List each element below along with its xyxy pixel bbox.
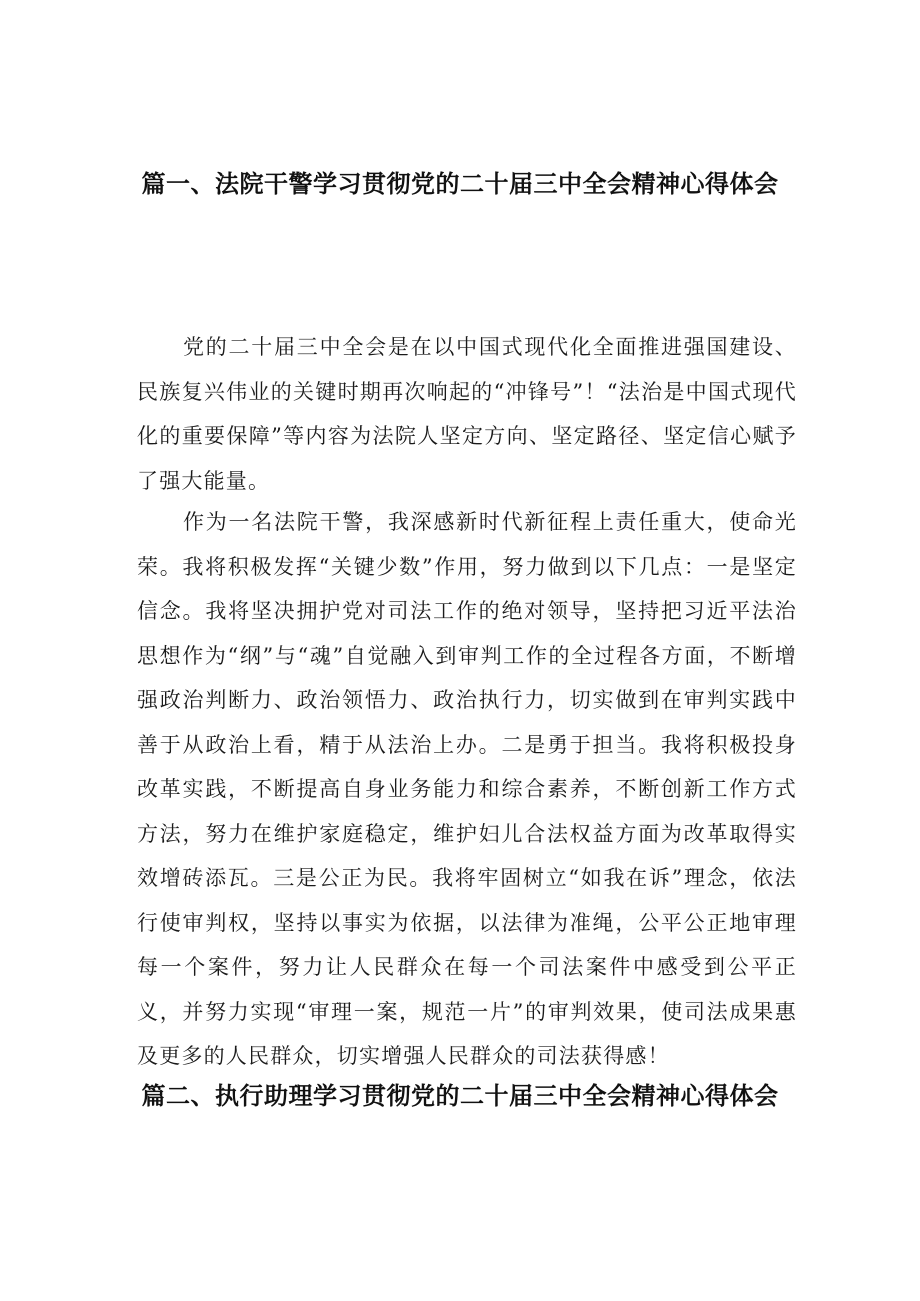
section-2-title: 篇二、执行助理学习贯彻党的二十届三中全会精神心得体会 bbox=[141, 1082, 779, 1110]
section-1-title: 篇一、法院干警学习贯彻党的二十届三中全会精神心得体会 bbox=[141, 170, 779, 198]
section-1-paragraph-1: 党的二十届三中全会是在以中国式现代化全面推进强国建设、民族复兴伟业的关键时期再次响起的“冲锋号”！“法治是中国式现代化的重要保障”等内容为法院人坚定方向、坚定路径、坚定信心赋予了强大能量。 bbox=[137, 335, 797, 493]
section-1-paragraph-2: 作为一名法院干警，我深感新时代新征程上责任重大，使命光荣。我将积极发挥“关键少数”作用，努力做到以下几点：一是坚定信念。我将坚决拥护党对司法工作的绝对领导，坚持把习近平法治思想作为“纲”与“魂”自觉融入到审判工作的全过程各方面，不断增强政治判断力、政治领悟力、政治执行力，切实做到在审判实践中善于从政治上看，精于从法治上办。二是勇于担当。我将积极投身改革实践，不断提高自身业务能力和综合素养，不断创新工作方式方法，努力在维护家庭稳定，维护妇儿合法权益方面为改革取得实效增砖添瓦。三是公正为民。我将牢固树立“如我在诉”理念，依法行使审判权，坚持以事实为依据，以法律为准绳，公平公正地审理每一个案件，努力让人民群众在每一个司法案件中感受到公平正义，并努力实现“审理一案，规范一片”的审判效果，使司法成果惠及更多的人民群众，切实增强人民群众的司法获得感！ bbox=[137, 510, 797, 1068]
